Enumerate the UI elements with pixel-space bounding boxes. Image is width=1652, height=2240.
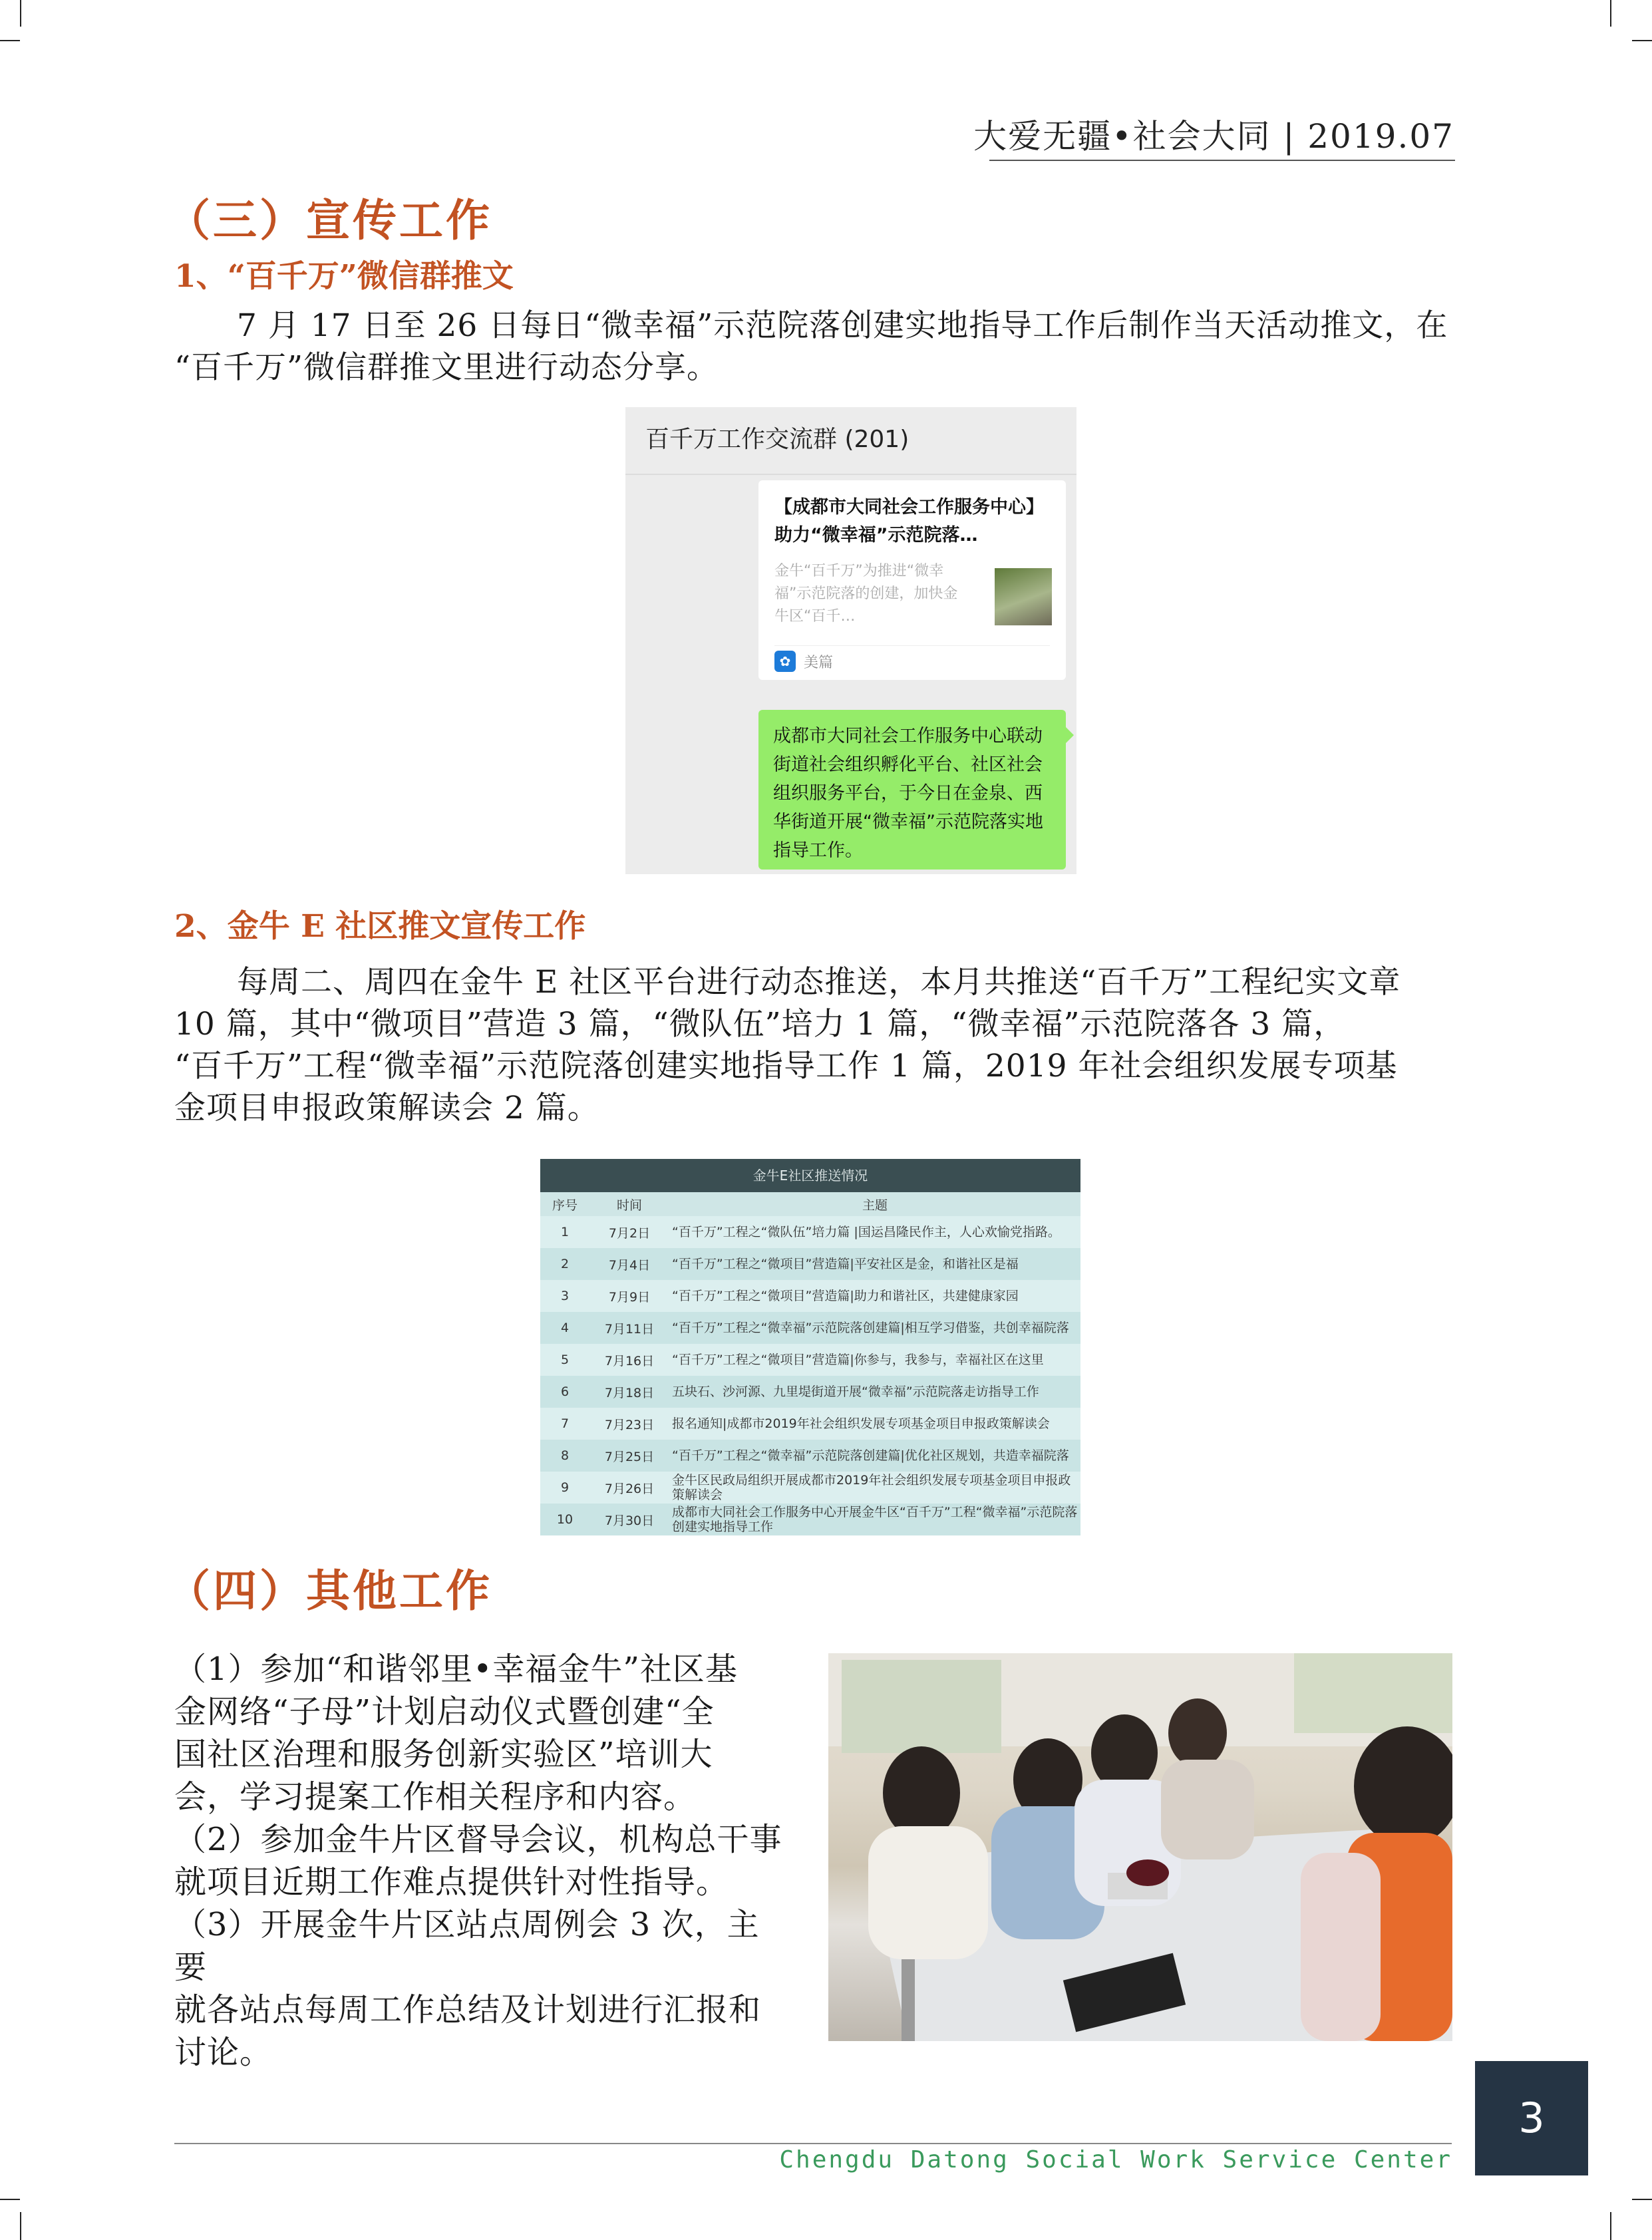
table-row <box>540 1472 1080 1504</box>
cell-text: “百千万”工程之“微队伍”培力篇 |国运昌隆民作主，人心欢愉党指路。 <box>672 1225 1061 1239</box>
subsection-title: 2、金牛 E 社区推文宣传工作 <box>174 908 586 945</box>
section-title: （四）其他工作 <box>166 1565 492 1617</box>
cell-text: 3 <box>560 1289 570 1303</box>
row-date-cell <box>589 1472 669 1504</box>
paragraph <box>174 305 1455 389</box>
paragraph-line: 国社区治理和服务创新实验区”培训大 <box>174 1736 713 1773</box>
cell-text: 金牛区民政局组织开展成都市2019年社会组织发展专项基金项目申报政策解读会 <box>672 1473 1071 1502</box>
cell-text: 7月2日 <box>608 1225 651 1241</box>
row-number-cell <box>540 1344 589 1376</box>
table-row <box>540 1344 1080 1376</box>
cell-text: 2 <box>560 1257 570 1271</box>
table-row <box>540 1248 1080 1280</box>
paragraph-line: “百千万”微信群推文里进行动态分享。 <box>174 349 719 386</box>
table-row <box>540 1312 1080 1344</box>
cell-text: 7月25日 <box>604 1449 655 1464</box>
cell-text: 7月11日 <box>604 1321 655 1337</box>
row-topic-cell <box>669 1472 1080 1504</box>
cell-text: 1 <box>560 1225 570 1239</box>
row-topic-cell <box>669 1504 1080 1535</box>
cell-text: 7月26日 <box>604 1481 655 1496</box>
row-number-cell <box>540 1408 589 1440</box>
crop-mark <box>20 0 21 27</box>
cell-text: 10 <box>556 1512 574 1527</box>
row-date-cell <box>589 1312 669 1344</box>
footer-org-name: Chengdu Datong Social Work Service Center <box>779 2146 1452 2173</box>
crop-mark <box>1610 2212 1611 2240</box>
row-topic-cell <box>669 1280 1080 1312</box>
cell-text: “百千万”工程之“微幸福”示范院落创建篇|相互学习借鉴，共创幸福院落 <box>672 1321 1069 1335</box>
chat-group-title: 百千万工作交流群 (201) <box>645 426 909 453</box>
paragraph-line: 金项目申报政策解读会 2 篇。 <box>174 1090 599 1126</box>
row-topic-cell <box>669 1216 1080 1248</box>
cell-text: 报名通知|成都市2019年社会组织发展专项基金项目申报政策解读会 <box>672 1416 1050 1431</box>
running-header: 大爱无疆•社会大同 | 2019.07 <box>973 117 1454 156</box>
row-number-cell <box>540 1280 589 1312</box>
table-header-row <box>540 1192 1080 1216</box>
cell-text: “百千万”工程之“微项目”营造篇|你参与，我参与，幸福社区在这里 <box>672 1353 1044 1367</box>
table-row <box>540 1440 1080 1472</box>
paragraph-line: 会，学习提案工作相关程序和内容。 <box>174 1778 697 1816</box>
cell-text: “百千万”工程之“微项目”营造篇|助力和谐社区，共建健康家园 <box>672 1289 1019 1303</box>
cell-text: 7月18日 <box>604 1385 655 1400</box>
cell-text: 9 <box>560 1480 570 1495</box>
chat-message-bubble <box>758 710 1066 870</box>
cell-text: 7月9日 <box>608 1289 651 1305</box>
table-row <box>540 1504 1080 1535</box>
row-date-cell <box>589 1408 669 1440</box>
row-date-cell <box>589 1504 669 1535</box>
meipian-app-icon: ✿ <box>774 651 796 672</box>
page-number: 3 <box>1475 2061 1588 2175</box>
paragraph-line: （3）开展金牛片区站点周例会 3 次，主要 <box>174 1906 760 1986</box>
card-source-label: 美篇 <box>804 654 834 671</box>
row-number-cell <box>540 1216 589 1248</box>
row-number-cell <box>540 1472 589 1504</box>
row-topic-cell <box>669 1440 1080 1472</box>
table-header-cell: 时间 <box>589 1192 669 1216</box>
cell-text: 6 <box>560 1384 570 1399</box>
paragraph-line: 7 月 17 日至 26 日每日“微幸福”示范院落创建实地指导工作后制作当天活动推文，在 <box>237 307 1448 344</box>
meeting-photo <box>828 1653 1452 2041</box>
paragraph-line: 就各站点每周工作总结及计划进行汇报和 <box>174 1991 762 2028</box>
cell-text: 7 <box>560 1416 570 1431</box>
cell-text: 7月16日 <box>604 1353 655 1368</box>
paragraph <box>174 961 1455 1129</box>
crop-mark <box>0 40 20 41</box>
paragraph-line: “百千万”工程“微幸福”示范院落创建实地指导工作 1 篇，2019 年社会组织发展专项基 <box>174 1048 1398 1084</box>
paragraph-line: 金网络“子母”计划启动仪式暨创建“全 <box>174 1693 715 1730</box>
cell-text: 7月4日 <box>608 1257 651 1273</box>
crop-mark <box>1632 40 1652 41</box>
section-title: （三）宣传工作 <box>166 194 492 246</box>
row-number-cell <box>540 1312 589 1344</box>
article-thumbnail <box>995 568 1052 625</box>
push-table-grid <box>540 1192 1080 1535</box>
table-row <box>540 1376 1080 1408</box>
row-date-cell <box>589 1248 669 1280</box>
table-header-cell: 序号 <box>540 1192 589 1216</box>
paragraph-line: （1）参加“和谐邻里•幸福金牛”社区基 <box>174 1651 738 1688</box>
cell-text: “百千万”工程之“微幸福”示范院落创建篇|优化社区规划，共造幸福院落 <box>672 1448 1069 1463</box>
cell-text: 8 <box>560 1448 570 1463</box>
row-topic-cell <box>669 1312 1080 1344</box>
wechat-screenshot <box>625 407 1076 874</box>
push-table <box>540 1159 1080 1535</box>
header-rule <box>989 160 1455 161</box>
cell-text: 成都市大同社会工作服务中心开展金牛区“百千万”工程“微幸福”示范院落创建实地指导工作 <box>672 1505 1078 1534</box>
row-topic-cell <box>669 1344 1080 1376</box>
paragraph-line: （2）参加金牛片区督导会议，机构总干事 <box>174 1821 782 1858</box>
cell-text: 7月23日 <box>604 1417 655 1432</box>
row-date-cell <box>589 1376 669 1408</box>
row-date-cell <box>589 1344 669 1376</box>
row-date-cell <box>589 1216 669 1248</box>
row-topic-cell <box>669 1248 1080 1280</box>
table-row <box>540 1280 1080 1312</box>
table-row <box>540 1408 1080 1440</box>
cell-text: “百千万”工程之“微项目”营造篇|平安社区是金，和谐社区是福 <box>672 1257 1019 1271</box>
crop-mark <box>20 2212 21 2240</box>
row-number-cell <box>540 1376 589 1408</box>
row-date-cell <box>589 1440 669 1472</box>
subsection-title: 1、“百千万”微信群推文 <box>174 258 514 295</box>
footer-rule <box>174 2143 1452 2144</box>
card-source <box>774 651 833 672</box>
bubble-tail <box>1066 727 1074 743</box>
card-divider <box>774 645 1050 646</box>
meeting-photo-illustration <box>828 1653 1452 2041</box>
row-number-cell <box>540 1504 589 1535</box>
row-topic-cell <box>669 1408 1080 1440</box>
paragraph-line: 10 篇，其中“微项目”营造 3 篇，“微队伍”培力 1 篇，“微幸福”示范院落各 3 篇， <box>174 1006 1346 1042</box>
cell-text: 五块石、沙河源、九里堤街道开展“微幸福”示范院落走访指导工作 <box>672 1384 1039 1399</box>
row-number-cell <box>540 1248 589 1280</box>
cell-text: 4 <box>560 1321 570 1335</box>
chat-message-text: 成都市大同社会工作服务中心联动街道社会组织孵化平台、社区社会组织服务平台，于今日在金泉、西华街道开展“微幸福”示范院落实地指导工作。 <box>773 726 1043 861</box>
paragraph-line: 每周二、周四在金牛 E 社区平台进行动态推送，本月共推送“百千万”工程纪实文章 <box>237 964 1401 1001</box>
table-row <box>540 1216 1080 1248</box>
paragraph <box>174 1648 786 2074</box>
chat-divider <box>625 474 1076 475</box>
crop-mark <box>1610 0 1611 27</box>
table-caption: 金牛E社区推送情况 <box>540 1159 1080 1192</box>
row-number-cell <box>540 1440 589 1472</box>
paragraph-line: 讨论。 <box>174 2034 273 2071</box>
cell-text: 5 <box>560 1353 570 1367</box>
crop-mark <box>1632 2199 1652 2200</box>
paragraph-line: 就项目近期工作难点提供针对性指导。 <box>174 1863 729 1901</box>
article-card-description: 金牛“百千万”为推进“微幸福”示范院落的创建，加快金牛区“百千… <box>774 563 958 625</box>
row-date-cell <box>589 1280 669 1312</box>
article-card-title: 【成都市大同社会工作服务中心】助力“微幸福”示范院落… <box>774 497 1044 546</box>
table-header-cell: 主题 <box>669 1192 1080 1216</box>
row-topic-cell <box>669 1376 1080 1408</box>
crop-mark <box>0 2199 20 2200</box>
article-card[interactable] <box>758 480 1066 680</box>
cell-text: 7月30日 <box>604 1513 655 1528</box>
